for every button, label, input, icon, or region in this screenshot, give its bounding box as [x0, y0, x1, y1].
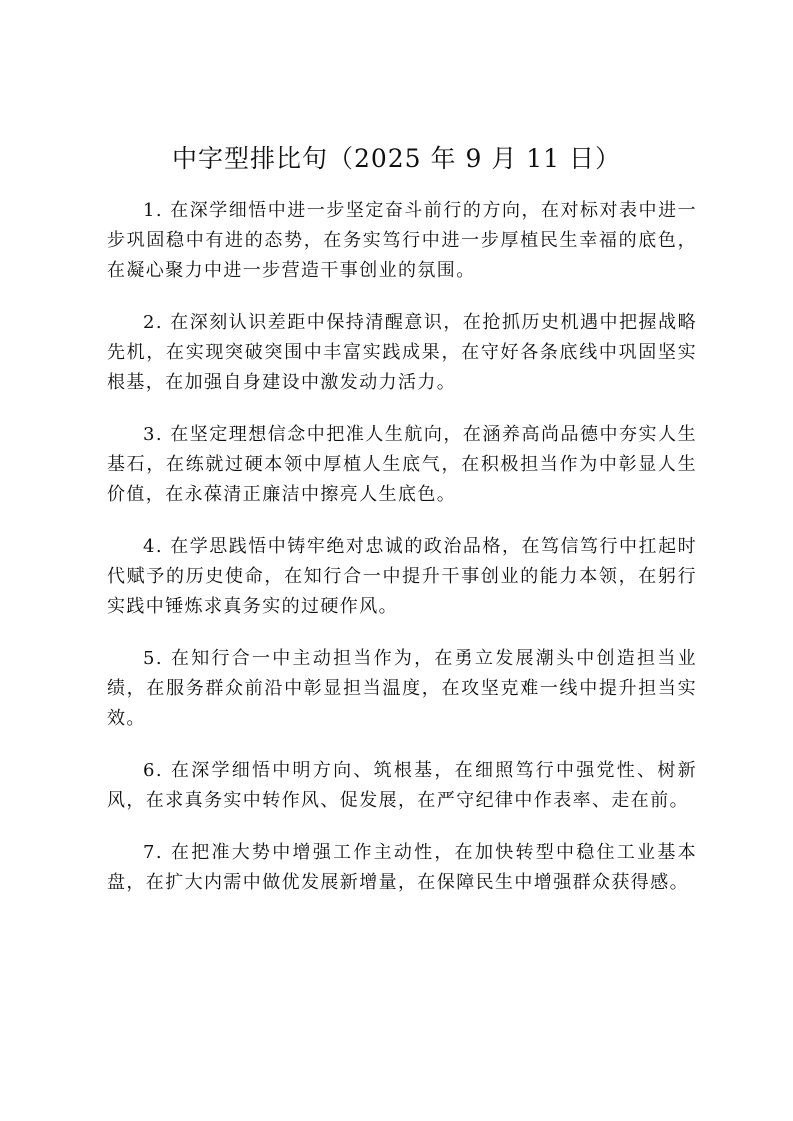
paragraph-4: 4. 在学思践悟中铸牢绝对忠诚的政治品格，在笃信笃行中扛起时代赋予的历史使命，在知行合一中提升干事创业的能力本领，在躬行实践中锤炼求真务实的过硬作风。 — [107, 536, 697, 617]
paragraph-6: 6. 在深学细悟中明方向、筑根基，在细照笃行中强党性、树新风，在求真务实中转作风、促发展，在严守纪律中作表率、走在前。 — [107, 760, 697, 811]
paragraph-5: 5. 在知行合一中主动担当作为，在勇立发展潮头中创造担当业绩，在服务群众前沿中彰显担当温度，在攻坚克难一线中提升担当实效。 — [107, 648, 697, 729]
document-body — [107, 196, 697, 920]
paragraph-7: 7. 在把准大势中增强工作主动性，在加快转型中稳住工业基本盘，在扩大内需中做优发展新增量，在保障民生中增强群众获得感。 — [107, 842, 697, 893]
paragraph-3: 3. 在坚定理想信念中把准人生航向，在涵养高尚品德中夯实人生基石，在练就过硬本领中厚植人生底气，在积极担当作为中彰显人生价值，在永葆清正廉洁中擦亮人生底色。 — [107, 424, 697, 505]
paragraph-1: 1. 在深学细悟中进一步坚定奋斗前行的方向，在对标对表中进一步巩固稳中有进的态势，在务实笃行中进一步厚植民生幸福的底色，在凝心聚力中进一步营造干事创业的氛围。 — [107, 200, 697, 281]
document-title: 中字型排比句（2025 年 9 月 11 日） — [171, 144, 622, 173]
paragraph-2: 2. 在深刻认识差距中保持清醒意识，在抢抓历史机遇中把握战略先机，在实现突破突围中丰富实践成果，在守好各条底线中巩固坚实根基，在加强自身建设中激发动力活力。 — [107, 312, 697, 393]
